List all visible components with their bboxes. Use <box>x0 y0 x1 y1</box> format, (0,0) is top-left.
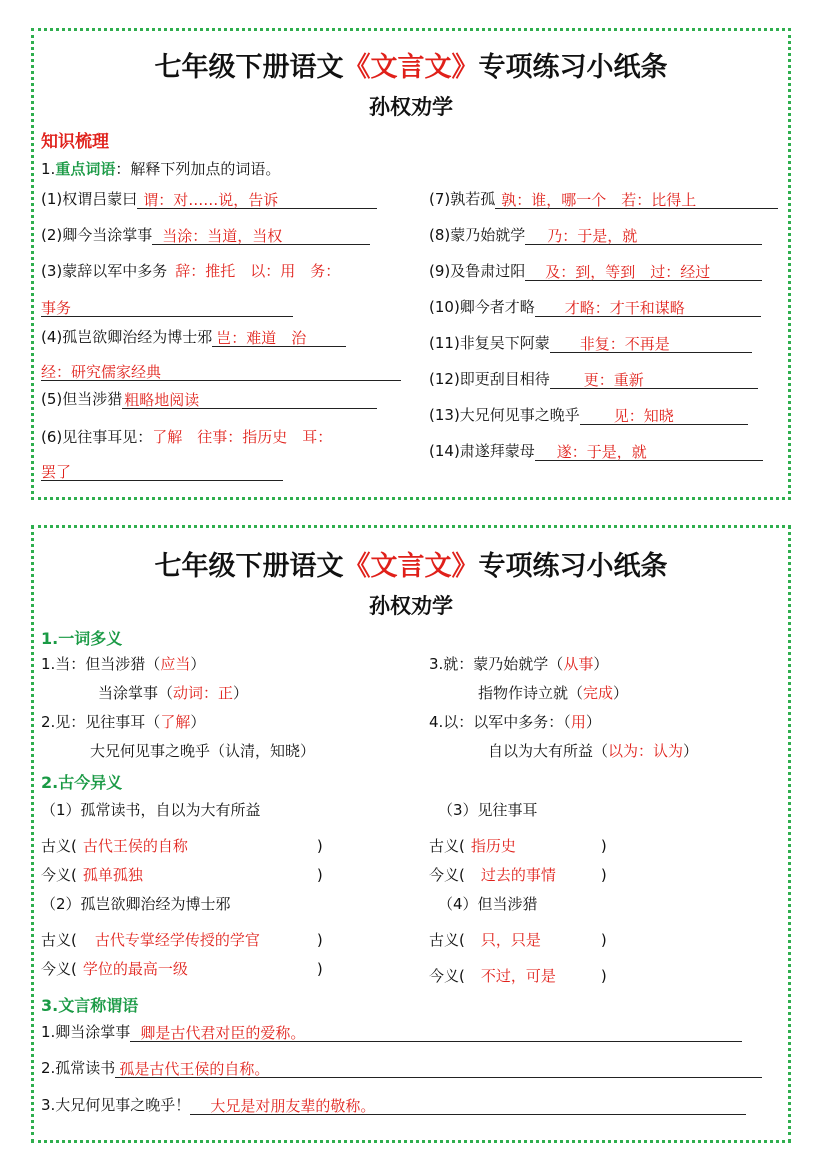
vocab-item: (13)大兄何见事之晚乎 见：知晓 <box>429 405 748 425</box>
polysemy-item: 1.当：但当涉猎（应当） <box>41 655 206 673</box>
card2-subtitle: 孙权劝学 <box>369 593 453 618</box>
ancient-modern-heading: （4）但当涉猎 <box>438 895 538 913</box>
worksheet-card-1 <box>31 28 791 500</box>
section-heading-polysemy: 1.一词多义 <box>41 629 123 648</box>
vocab-item: (3)蒙辞以军中多务 辞：推托 以：用 务： <box>41 262 341 280</box>
question-instruction: 1.重点词语：解释下列加点的词语。 <box>41 160 281 178</box>
vocab-item-continued: 罢了 <box>41 461 283 481</box>
vocab-item: (5)但当涉猎 粗略地阅读 <box>41 389 377 409</box>
modern-meaning: 今义( 不过，可是 ) <box>429 967 607 985</box>
ancient-meaning: 古义( 只，只是 ) <box>429 931 607 949</box>
card1-subtitle: 孙权劝学 <box>369 94 453 119</box>
address-item: 3.大兄何见事之晚乎！ 大兄是对朋友辈的敬称。 <box>41 1095 746 1115</box>
polysemy-item: 指物作诗立就（完成） <box>478 684 629 702</box>
polysemy-item: 2.见：见往事耳（了解） <box>41 713 206 731</box>
modern-meaning: 今义( 学位的最高一级 ) <box>41 960 323 978</box>
vocab-item: (8)蒙乃始就学 乃：于是，就 <box>429 225 762 245</box>
address-item: 1.卿当涂掌事 卿是古代君对臣的爱称。 <box>41 1022 742 1042</box>
vocab-item-continued: 经：研究儒家经典 <box>41 361 401 381</box>
vocab-item: (11)非复吴下阿蒙 非复：不再是 <box>429 333 752 353</box>
polysemy-item: 3.就：蒙乃始就学（从事） <box>429 655 609 673</box>
vocab-item: (14)肃遂拜蒙母 遂：于是，就 <box>429 441 763 461</box>
polysemy-item: 大兄何见事之晚乎（认清，知晓） <box>90 742 316 760</box>
polysemy-item: 自以为大有所益（以为：认为） <box>488 742 699 760</box>
vocab-item: (12)即更刮目相待 更：重新 <box>429 369 758 389</box>
vocab-item: (7)孰若孤 孰：谁，哪一个 若：比得上 <box>429 189 778 209</box>
address-item: 2.孤常读书 孤是古代王侯的自称。 <box>41 1058 762 1078</box>
vocab-item-continued: 事务 <box>41 297 293 317</box>
ancient-modern-heading: （1）孤常读书，自以为大有所益 <box>41 801 261 819</box>
card2-title: 七年级下册语文《文言文》专项练习小纸条 <box>154 551 668 582</box>
vocab-item: (10)卿今者才略 才略：才干和谋略 <box>429 297 761 317</box>
ancient-modern-heading: （2）孤岂欲卿治经为博士邪 <box>41 895 231 913</box>
ancient-meaning: 古义( 指历史 ) <box>429 837 607 855</box>
polysemy-item: 4.以：以军中多务：（用） <box>429 713 601 731</box>
modern-meaning: 今义( 过去的事情 ) <box>429 866 607 884</box>
worksheet-card-2 <box>31 525 791 1143</box>
section-heading-knowledge: 知识梳理 <box>41 132 109 152</box>
modern-meaning: 今义( 孤单孤独 ) <box>41 866 323 884</box>
polysemy-item: 当涂掌事（动词：正） <box>98 684 249 702</box>
vocab-item: (6)见往事耳见：了解 往事：指历史 耳： <box>41 428 333 446</box>
ancient-meaning: 古义( 古代王侯的自称 ) <box>41 837 323 855</box>
section-heading-forms-of-address: 3.文言称谓语 <box>41 996 139 1015</box>
vocab-item: (4)孤岂欲卿治经为博士邪 岂：难道 治 <box>41 327 346 347</box>
vocab-item: (1)权谓吕蒙曰 谓：对……说，告诉 <box>41 189 377 209</box>
vocab-item: (2)卿今当涂掌事 当涂：当道，当权 <box>41 225 370 245</box>
ancient-meaning: 古义( 古代专掌经学传授的学官 ) <box>41 931 323 949</box>
card1-title: 七年级下册语文《文言文》专项练习小纸条 <box>154 52 668 83</box>
ancient-modern-heading: （3）见往事耳 <box>438 801 538 819</box>
section-heading-ancient-modern: 2.古今异义 <box>41 773 123 792</box>
vocab-item: (9)及鲁肃过阳 及：到，等到 过：经过 <box>429 261 762 281</box>
